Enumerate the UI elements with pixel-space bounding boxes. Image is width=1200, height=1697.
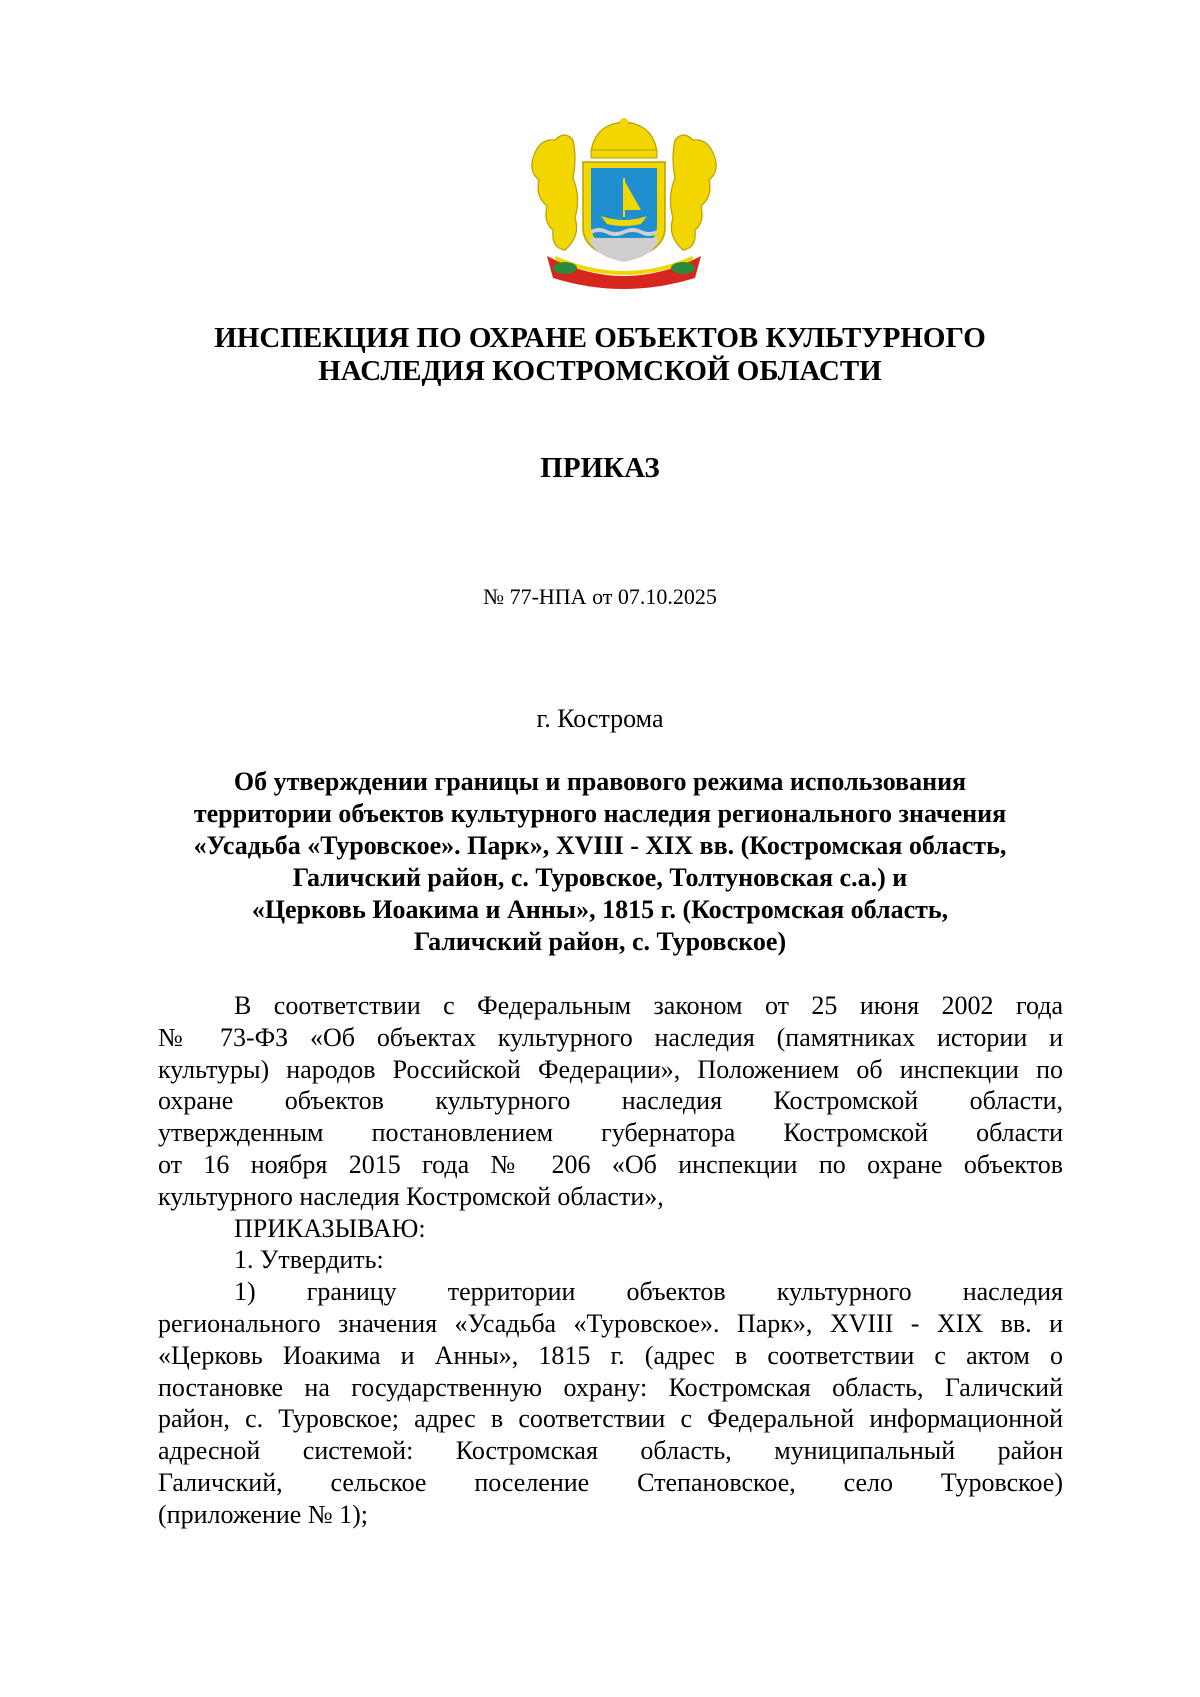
subitem-line: Галичский, сельское поселение Степановское, село Туровское) [158, 1467, 1063, 1497]
order-word: ПРИКАЗЫВАЮ: [234, 1213, 426, 1243]
subitem-line: 1) границу территории объектов культурного наследия [234, 1277, 1063, 1307]
subitem-line: (приложение № 1); [158, 1499, 369, 1529]
document-number-date: № 77-НПА от 07.10.2025 [483, 584, 717, 609]
subitem-paragraph [158, 1276, 1063, 1530]
title-line: Об утверждении границы и правового режима использования [233, 767, 967, 796]
org-line-1: ИНСПЕКЦИЯ ПО ОХРАНЕ ОБЪЕКТОВ КУЛЬТУРНОГО [214, 322, 986, 354]
document-type: ПРИКАЗ [540, 452, 660, 484]
title-line: «Церковь Иоакима и Анны», 1815 г. (Костромская область, [251, 895, 949, 924]
document-title [150, 766, 1050, 958]
preamble-line: В соответствии с Федеральным законом от 25 июня 2002 года [234, 991, 1063, 1020]
preamble-line: от 16 ноября 2015 года № 206 «Об инспекции по охране объектов [158, 1149, 1063, 1179]
document-city: г. Кострома [536, 704, 664, 733]
preamble-line: культурного наследия Костромской области», [158, 1181, 664, 1211]
coat-of-arms-icon [525, 118, 723, 296]
subitem-line: адресной системой: Костромская область, муниципальный район [158, 1436, 1063, 1466]
title-line: «Усадьба «Туровское». Парк», XVIII - XIX вв. (Костромская область, [193, 831, 1007, 860]
preamble-line: № 73-ФЗ «Об объектах культурного наследия (памятниках истории и [158, 1022, 1063, 1052]
document-body [158, 990, 1063, 1531]
subitem-line: регионального значения «Усадьба «Туровское». Парк», XVIII - XIX вв. и [158, 1308, 1063, 1338]
subitem-line: «Церковь Иоакима и Анны», 1815 г. (адрес в соответствии с актом о [158, 1340, 1063, 1370]
preamble-paragraph [158, 990, 1063, 1213]
title-line: территории объектов культурного наследия регионального значения [193, 799, 1007, 828]
subitem-line: район, с. Туровское; адрес в соответствии с Федеральной информационной [158, 1404, 1063, 1434]
preamble-line: утвержденным постановлением губернатора Костромской области [158, 1118, 1063, 1148]
preamble-line: культуры) народов Российской Федерации», Положением об инспекции по [158, 1054, 1063, 1084]
org-line-2: НАСЛЕДИЯ КОСТРОМСКОЙ ОБЛАСТИ [318, 355, 882, 387]
title-line: Галичский район, с. Туровское) [413, 927, 787, 956]
preamble-line: охране объектов культурного наследия Костромской области, [158, 1086, 1063, 1116]
subitem-line: постановке на государственную охрану: Костромская область, Галичский [158, 1372, 1063, 1402]
title-line: Галичский район, с. Туровское, Толтуновская с.а.) и [292, 863, 908, 892]
organization-name [150, 322, 1050, 388]
order-item-1: 1. Утвердить: [234, 1245, 384, 1275]
